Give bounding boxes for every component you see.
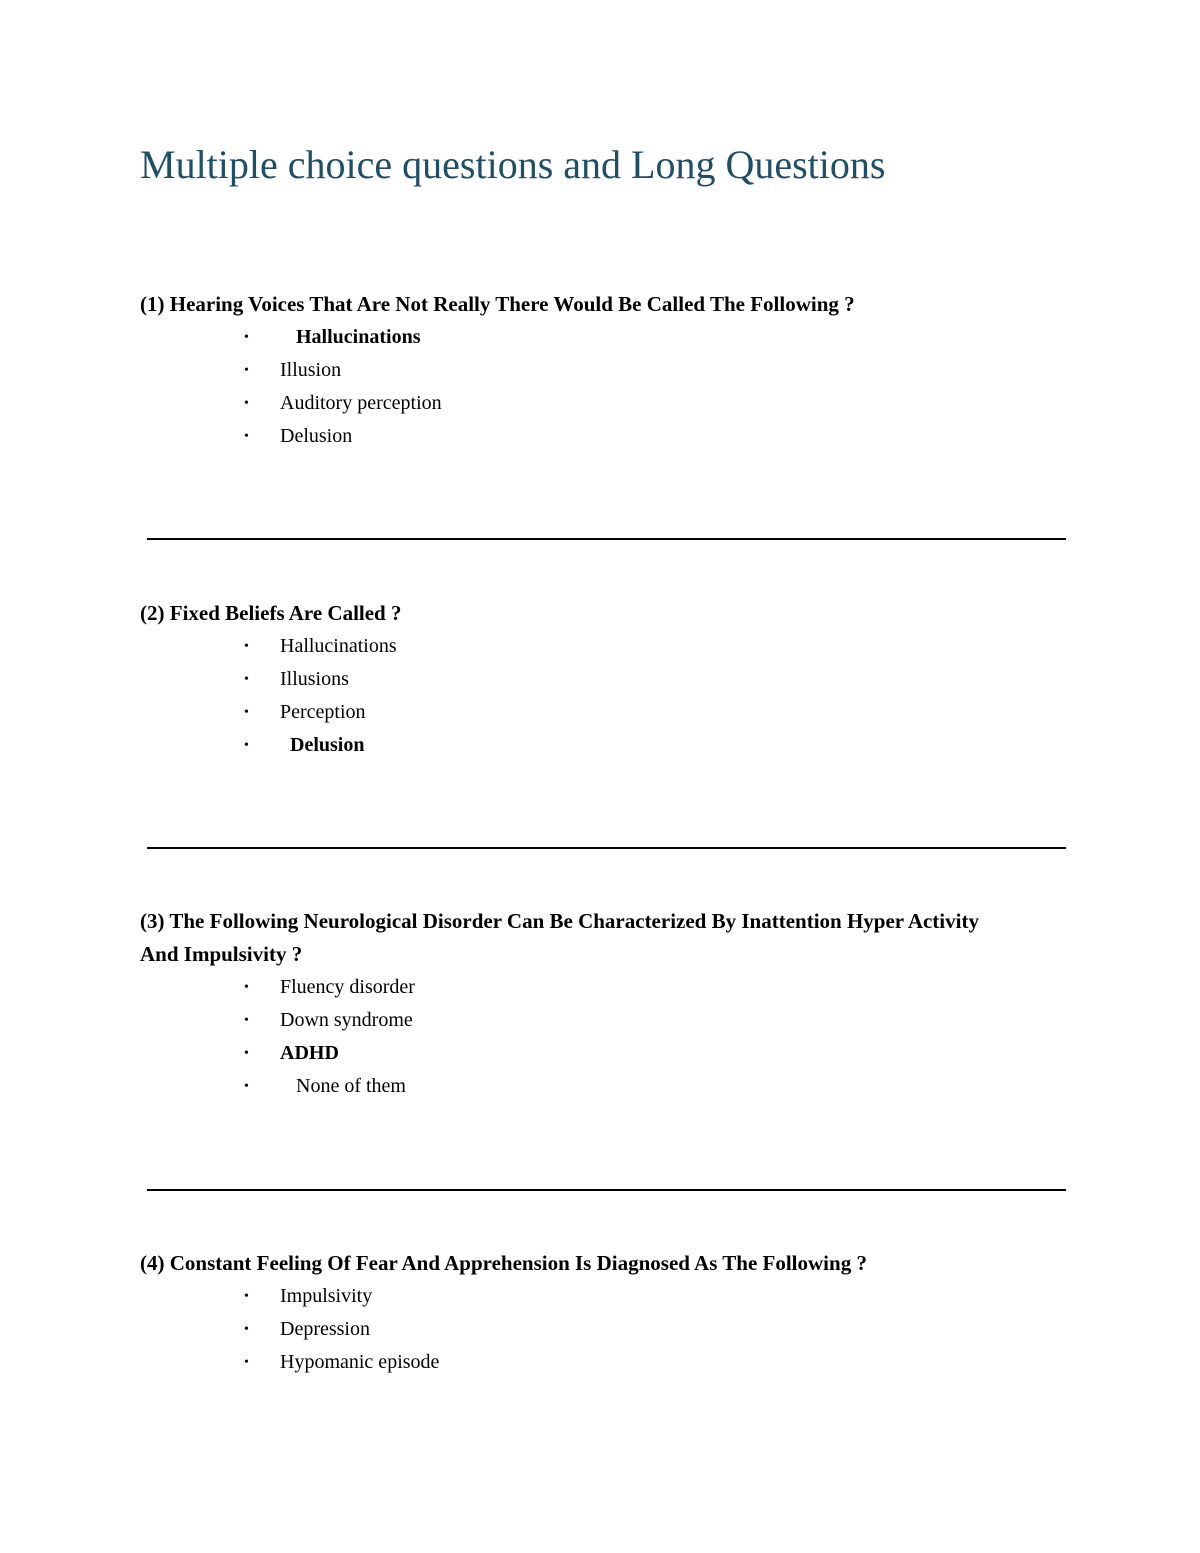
option-label: None of them (296, 1075, 406, 1097)
section-divider (147, 538, 1066, 540)
question-3 (140, 905, 1020, 1103)
bullet-icon: • (244, 705, 249, 720)
bullet-icon: • (244, 1079, 249, 1094)
option-item (140, 1070, 1020, 1103)
question-text: (1) Hearing Voices That Are Not Really There Would Be Called The Following ? (140, 292, 855, 316)
options-list (140, 321, 1020, 453)
bullet-icon: • (244, 1322, 249, 1337)
option-item (140, 663, 1020, 696)
option-label: Impulsivity (280, 1285, 373, 1307)
option-label: Perception (280, 701, 366, 723)
option-item (140, 1037, 1020, 1070)
option-label: ADHD (280, 1042, 339, 1064)
options-list (140, 630, 1020, 762)
question-4 (140, 1247, 1020, 1379)
page-title: Multiple choice questions and Long Questions (140, 142, 886, 187)
option-label: Down syndrome (280, 1009, 413, 1031)
option-label: Depression (280, 1318, 370, 1340)
option-item (140, 321, 1020, 354)
options-list (140, 971, 1020, 1103)
option-label: Delusion (280, 425, 353, 447)
option-label: Illusions (280, 668, 349, 690)
options-list (140, 1280, 1020, 1379)
bullet-icon: • (244, 639, 249, 654)
option-item (140, 1346, 1020, 1379)
option-item (140, 420, 1020, 453)
option-label: Hallucinations (280, 635, 397, 657)
bullet-icon: • (244, 1013, 249, 1028)
question-text: (2) Fixed Beliefs Are Called ? (140, 601, 402, 625)
option-item (140, 1004, 1020, 1037)
bullet-icon: • (244, 330, 249, 345)
bullet-icon: • (244, 363, 249, 378)
question-text: (4) Constant Feeling Of Fear And Apprehension Is Diagnosed As The Following ? (140, 1251, 867, 1275)
question-1 (140, 288, 1020, 453)
option-item (140, 1280, 1020, 1313)
bullet-icon: • (244, 1289, 249, 1304)
option-label: Hypomanic episode (280, 1351, 440, 1373)
question-text: (3) The Following Neurological Disorder Can Be Characterized By Inattention Hyper Activity And Impulsivity ? (140, 909, 979, 966)
bullet-icon: • (244, 980, 249, 995)
section-divider (147, 847, 1066, 849)
option-label: Illusion (280, 359, 342, 381)
bullet-icon: • (244, 1046, 249, 1061)
option-item (140, 354, 1020, 387)
option-label: Hallucinations (296, 326, 421, 348)
bullet-icon: • (244, 1355, 249, 1370)
section-divider (147, 1189, 1066, 1191)
option-item (140, 630, 1020, 663)
bullet-icon: • (244, 429, 249, 444)
option-item (140, 729, 1020, 762)
bullet-icon: • (244, 396, 249, 411)
option-item (140, 1313, 1020, 1346)
bullet-icon: • (244, 672, 249, 687)
option-item (140, 971, 1020, 1004)
option-item (140, 387, 1020, 420)
option-label: Fluency disorder (280, 976, 415, 998)
option-label: Delusion (290, 734, 365, 756)
question-2 (140, 597, 1020, 762)
bullet-icon: • (244, 738, 249, 753)
option-label: Auditory perception (280, 392, 442, 414)
option-item (140, 696, 1020, 729)
